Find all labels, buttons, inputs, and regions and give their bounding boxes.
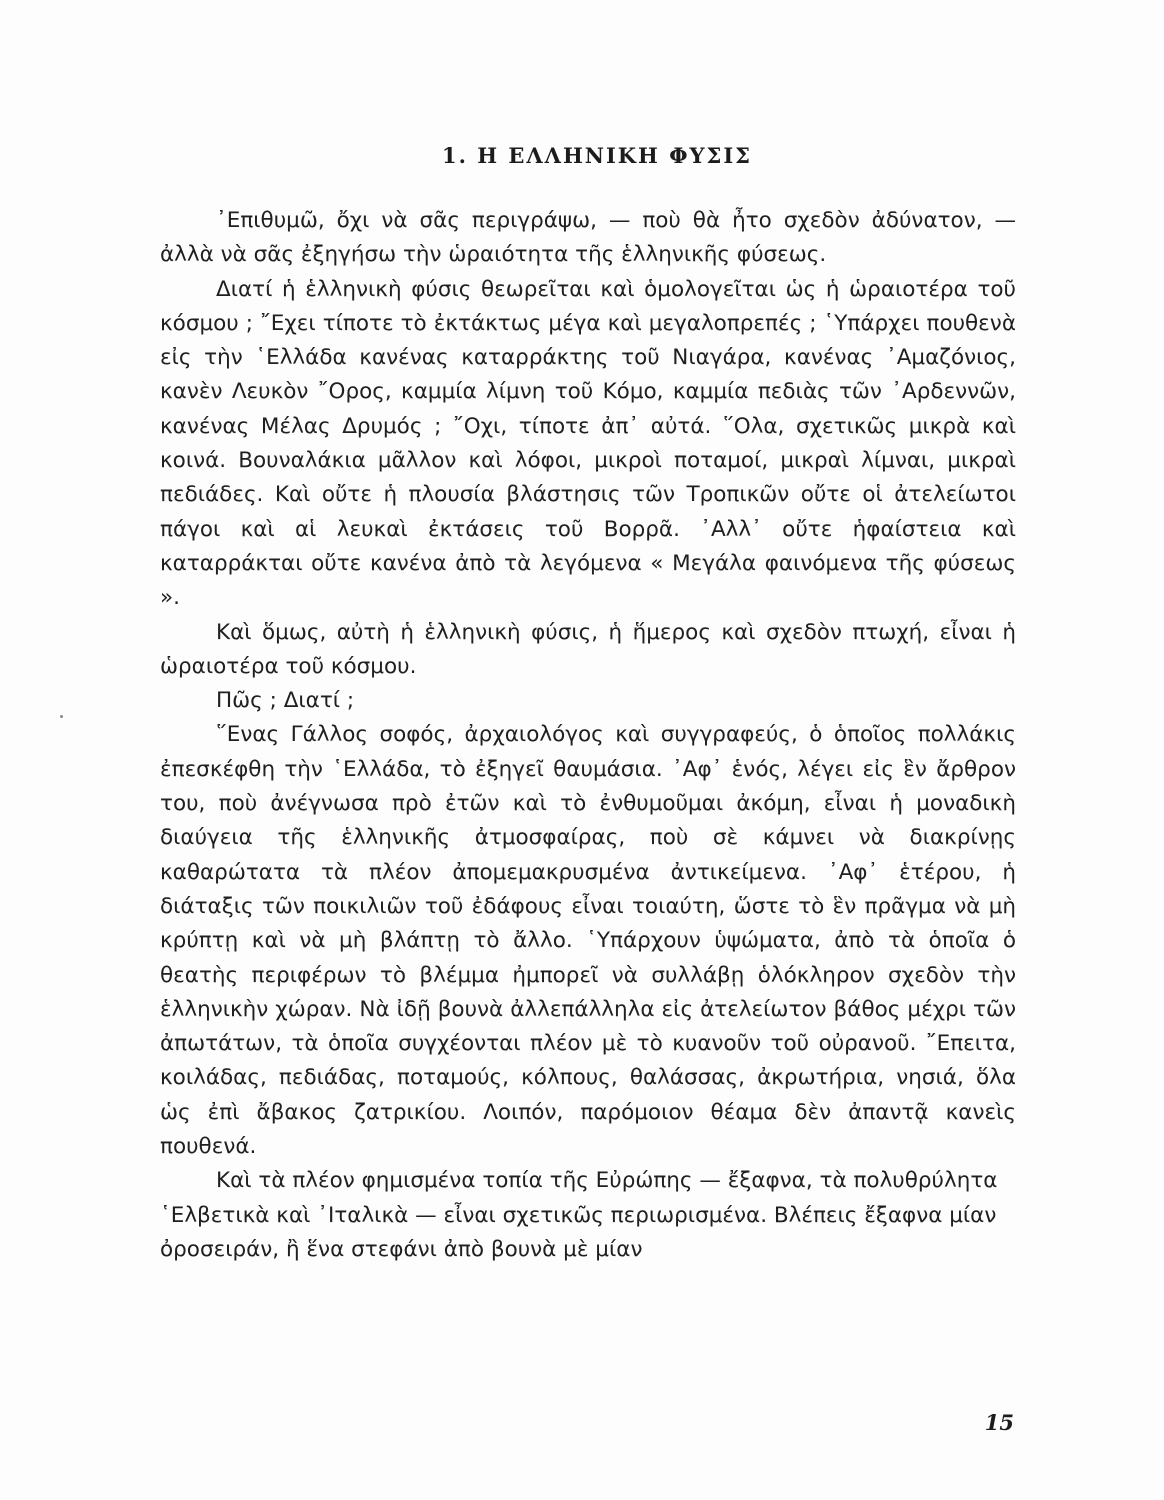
- paragraph: ᾿Επιθυμῶ, ὄχι νὰ σᾶς περιγράψω, — ποὺ θὰ ἦτο σχεδὸν ἀδύνατον, — ἀλλὰ νὰ σᾶς ἐξηγήσω τὴν ὡραιότητα τῆς ἑλληνικῆς φύσεως.: [160, 208, 1016, 268]
- paragraph: Διατί ἡ ἑλληνικὴ φύσις θεωρεῖται καὶ ὁμολογεῖται ὡς ἡ ὡραιοτέρα τοῦ κόσμου ; ῎Εχει τίποτε τὸ ἐκτάκτως μέγα καὶ μεγαλοπρεπές ; ῾Υπάρχει πουθενὰ εἰς τὴν ῾Ελλάδα κανένας καταρράκτης τοῦ Νιαγάρα, κανένας ᾿Αμαζόνιος, κανὲν Λευκὸν ῎Ορος, καμμία λίμνη τοῦ Κόμο, καμμία πεδιὰς τῶν ᾿Αρδεννῶν, κανένας Μέλας Δρυμός ; ῎Οχι, τίποτε ἀπ᾿ αὐτά. ῞Ολα, σχετικῶς μικρὰ καὶ κοινά. Βουναλάκια μᾶλλον καὶ λόφοι, μικροὶ ποταμοί, μικραὶ λίμναι, μικραὶ πεδιάδες. Καὶ οὔτε ἡ πλουσία βλάστησις τῶν Τροπικῶν οὔτε οἱ ἀτελείωτοι πάγοι καὶ αἱ λευκαὶ ἐκτάσεις τοῦ Βορρᾶ. ᾿Αλλ᾿ οὔτε ἡφαίστεια καὶ καταρράκται οὔτε κανένα ἀπὸ τὰ λεγόμενα « Μεγάλα φαινόμενα τῆς φύσεως ».: [160, 276, 1016, 611]
- chapter-title: 1. Η ΕΛΛΗΝΙΚΗ ΦΥΣΙΣ: [441, 143, 753, 168]
- paragraph: ῞Ενας Γάλλος σοφός, ἀρχαιολόγος καὶ συγγραφεύς, ὁ ὁποῖος πολλάκις ἐπεσκέφθη τὴν ῾Ελλάδα, τὸ ἐξηγεῖ θαυμάσια. ᾿Αφ᾿ ἑνός, λέγει εἰς ἓν ἄρθρον του, ποὺ ἀνέγνωσα πρὸ ἐτῶν καὶ τὸ ἐνθυμοῦμαι ἀκόμη, εἶναι ἡ μοναδικὴ διαύγεια τῆς ἑλληνικῆς ἀτμοσφαίρας, ποὺ σὲ κάμνει νὰ διακρίνῃς καθαρώτατα τὰ πλέον ἀπομεμακρυσμένα ἀντικείμενα. ᾿Αφ᾿ ἑτέρου, ἡ διάταξις τῶν ποικιλιῶν τοῦ ἐδάφους εἶναι τοιαύτη, ὥστε τὸ ἓν πρᾶγμα νὰ μὴ κρύπτῃ καὶ νὰ μὴ βλάπτῃ τὸ ἄλλο. ῾Υπάρχουν ὑψώματα, ἀπὸ τὰ ὁποῖα ὁ θεατὴς περιφέρων τὸ βλέμμα ἠμπορεῖ νὰ συλλάβῃ ὁλόκληρον σχεδὸν τὴν ἑλληνικὴν χώραν. Νὰ ἰδῇ βουνὰ ἀλλεπάλληλα εἰς ἀτελείωτον βάθος μέχρι τῶν ἀπωτάτων, τὰ ὁποῖα συγχέονται πλέον μὲ τὸ κυανοῦν τοῦ οὐρανοῦ. ῎Επειτα, κοιλάδας, πεδιάδας, ποταμούς, κόλπους, θαλάσσας, ἀκρωτήρια, νησιά, ὅλα ὡς ἐπὶ ἄβακος ζατρικίου. Λοιπόν, παρόμοιον θέαμα δὲν ἀπαντᾷ κανεὶς πουθενά.: [160, 722, 1016, 1160]
- paragraph: Καὶ ὅμως, αὐτὴ ἡ ἑλληνικὴ φύσις, ἡ ἥμερος καὶ σχεδὸν πτωχή, εἶναι ἡ ὡραιοτέρα τοῦ κόσμου.: [160, 619, 1016, 679]
- paragraph: Καὶ τὰ πλέον φημισμένα τοπία τῆς Εὐρώπης — ἔξαφνα, τὰ πολυθρύλητα ῾Ελβετικὰ καὶ ᾿Ιταλικὰ — εἶναι σχετικῶς περιωρισμένα. Βλέπεις ἔξαφνα μίαν ὀροσειράν, ἢ ἕνα στεφάνι ἀπὸ βουνὰ μὲ μίαν: [160, 1168, 998, 1262]
- scan-speck: [60, 715, 63, 718]
- body-text: [160, 204, 1016, 1267]
- page-number: 15: [984, 1410, 1014, 1435]
- paragraph: Πῶς ; Διατί ;: [216, 688, 355, 714]
